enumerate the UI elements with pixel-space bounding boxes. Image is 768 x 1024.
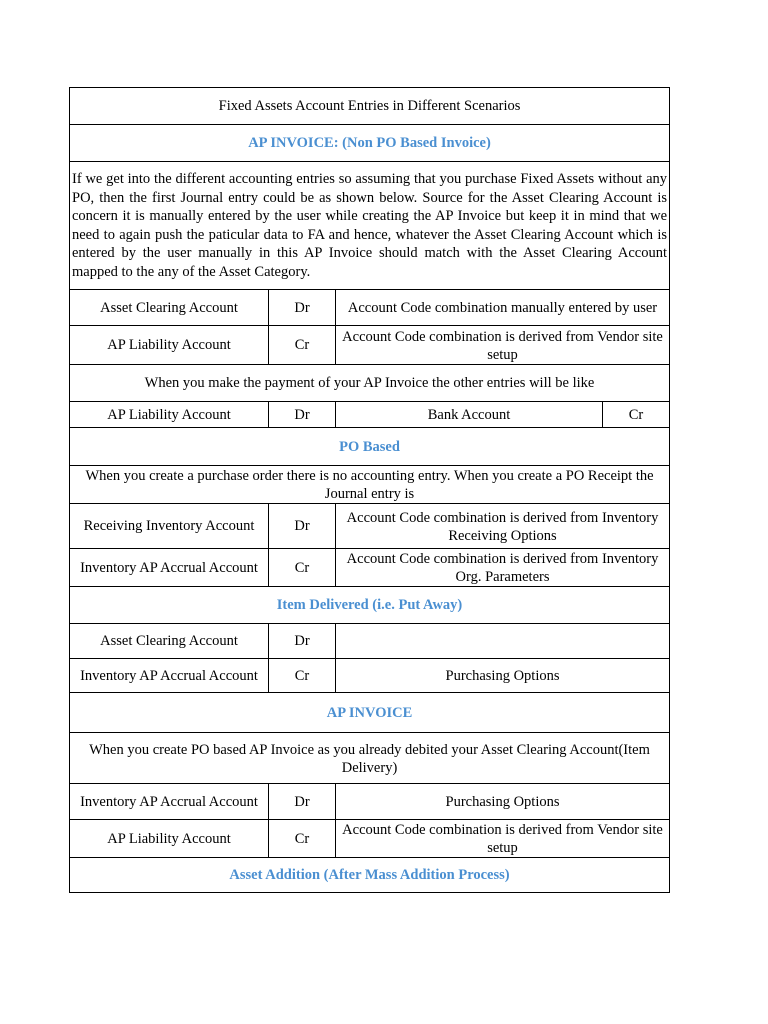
account-name: Inventory AP Accrual Account <box>70 659 269 693</box>
entry-type: Cr <box>269 820 336 858</box>
account-name: Inventory AP Accrual Account <box>70 549 269 587</box>
account-name: AP Liability Account <box>70 820 269 858</box>
account-source: Account Code combination manually entered by user <box>336 290 670 326</box>
account-source <box>336 624 670 659</box>
account-source: Account Code combination is derived from Vendor site setup <box>336 326 670 365</box>
account-source: Purchasing Options <box>336 784 670 820</box>
account-name: Asset Clearing Account <box>70 624 269 659</box>
section-description: When you create PO based AP Invoice as you already debited your Asset Clearing Account(Item Delivery) <box>70 733 670 784</box>
payment-note: When you make the payment of your AP Invoice the other entries will be like <box>70 365 670 402</box>
section-heading-item-delivered: Item Delivered (i.e. Put Away) <box>70 587 670 624</box>
account-name: Receiving Inventory Account <box>70 504 269 549</box>
credit-type: Cr <box>603 402 670 428</box>
fixed-assets-entries-table <box>69 87 670 893</box>
entry-type: Dr <box>269 290 336 326</box>
account-source: Purchasing Options <box>336 659 670 693</box>
entry-type: Cr <box>269 659 336 693</box>
entry-type: Dr <box>269 504 336 549</box>
account-name: Asset Clearing Account <box>70 290 269 326</box>
account-source: Account Code combination is derived from Vendor site setup <box>336 820 670 858</box>
document-title: Fixed Assets Account Entries in Different Scenarios <box>70 88 670 125</box>
entry-type: Dr <box>269 784 336 820</box>
account-source: Account Code combination is derived from Inventory Receiving Options <box>336 504 670 549</box>
account-source: Account Code combination is derived from Inventory Org. Parameters <box>336 549 670 587</box>
credit-account: Bank Account <box>336 402 603 428</box>
account-name: Inventory AP Accrual Account <box>70 784 269 820</box>
entry-type: Dr <box>269 624 336 659</box>
section-heading-ap-invoice-non-po: AP INVOICE: (Non PO Based Invoice) <box>70 125 670 162</box>
section-description: When you create a purchase order there is no accounting entry. When you create a PO Receipt the Journal entry is <box>70 466 670 504</box>
section-description: If we get into the different accounting entries so assuming that you purchase Fixed Assets without any PO, then the first Journal entry could be as shown below. Source for the Asset Clearing Account is concern it is manually entered by the user while creating the AP Invoice but keep it in mind that we need to again push the paticular data to FA and hence, whatever the Asset Clearing Account which is entered by the user manually in this AP Invoice should match with the Asset Clearing Account mapped to the any of the Asset Category. <box>70 162 670 290</box>
entry-type: Cr <box>269 549 336 587</box>
debit-account: AP Liability Account <box>70 402 269 428</box>
section-heading-asset-addition: Asset Addition (After Mass Addition Process) <box>70 858 670 893</box>
section-heading-ap-invoice: AP INVOICE <box>70 693 670 733</box>
entry-type: Cr <box>269 326 336 365</box>
account-name: AP Liability Account <box>70 326 269 365</box>
debit-type: Dr <box>269 402 336 428</box>
section-heading-po-based: PO Based <box>70 428 670 466</box>
